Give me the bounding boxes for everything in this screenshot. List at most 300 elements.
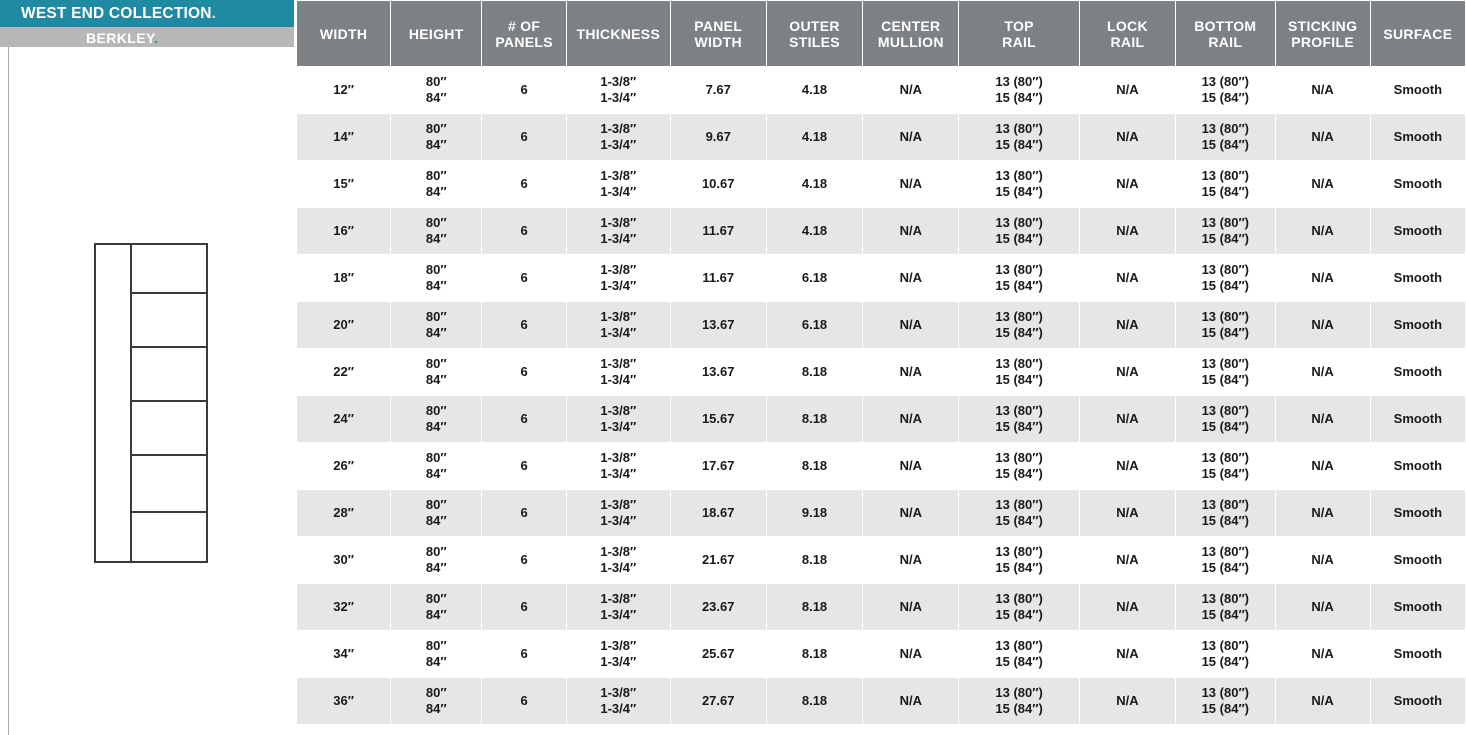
cell-value: N/A bbox=[1311, 223, 1334, 238]
cell-value: 13 (80″) bbox=[1201, 591, 1249, 606]
column-header-surface bbox=[1371, 1, 1465, 66]
cell-value: 15 (84″) bbox=[995, 560, 1043, 575]
cell-value: 1-3/8″ bbox=[600, 262, 637, 277]
cell-bottom-rail bbox=[1176, 161, 1274, 207]
cell-top-rail bbox=[959, 161, 1078, 207]
cell-value: 4.18 bbox=[801, 82, 828, 97]
cell-value: Smooth bbox=[1393, 599, 1443, 614]
table-row bbox=[297, 67, 1465, 113]
cell-value: 1-3/4″ bbox=[600, 184, 637, 199]
cell-value: 15 (84″) bbox=[995, 513, 1043, 528]
cell-value: 15 (84″) bbox=[995, 466, 1043, 481]
cell-value: 1-3/8″ bbox=[600, 168, 637, 183]
cell-value: N/A bbox=[899, 317, 922, 332]
cell-top-rail bbox=[959, 631, 1078, 677]
cell-value: 6 bbox=[520, 317, 528, 332]
cell-surface bbox=[1371, 67, 1465, 113]
cell-value: 13 (80″) bbox=[995, 544, 1043, 559]
cell-width bbox=[297, 396, 390, 442]
cell-value: 1-3/8″ bbox=[600, 591, 637, 606]
cell-top-rail bbox=[959, 537, 1078, 583]
cell-value: 84″ bbox=[425, 278, 447, 293]
cell-width bbox=[297, 443, 390, 489]
cell-outer-stiles bbox=[767, 208, 862, 254]
cell-value: N/A bbox=[1116, 552, 1139, 567]
cell-value: 8.18 bbox=[801, 458, 828, 473]
column-header-label: STICKING bbox=[1287, 17, 1358, 34]
cell-center-mullion bbox=[863, 114, 958, 160]
cell-center-mullion bbox=[863, 255, 958, 301]
cell-value: 13 (80″) bbox=[995, 450, 1043, 465]
cell-value: 6 bbox=[520, 176, 528, 191]
column-header-num-of-panels bbox=[482, 1, 566, 66]
table-row bbox=[297, 349, 1465, 395]
column-header-label: RAIL bbox=[1110, 33, 1145, 50]
column-header-label: MULLION bbox=[877, 33, 944, 50]
cell-value: 6 bbox=[520, 693, 528, 708]
cell-lock-rail bbox=[1080, 255, 1175, 301]
cell-panel-width bbox=[671, 349, 766, 395]
cell-value: 15.67 bbox=[701, 411, 735, 426]
cell-height bbox=[391, 302, 481, 348]
cell-value: 15 (84″) bbox=[1201, 607, 1249, 622]
collection-title-bar bbox=[0, 0, 294, 27]
cell-value: N/A bbox=[899, 270, 922, 285]
cell-height bbox=[391, 537, 481, 583]
collection-title: WEST END COLLECTION. bbox=[21, 5, 217, 22]
cell-value: 13 (80″) bbox=[995, 309, 1043, 324]
cell-value: N/A bbox=[1311, 458, 1334, 473]
cell-num-of-panels bbox=[482, 114, 566, 160]
cell-value: 11.67 bbox=[702, 223, 735, 238]
cell-value: 15 (84″) bbox=[1201, 325, 1249, 340]
cell-lock-rail bbox=[1080, 114, 1175, 160]
cell-value: Smooth bbox=[1393, 364, 1443, 379]
cell-value: N/A bbox=[1116, 317, 1139, 332]
cell-panel-width bbox=[671, 631, 766, 677]
cell-value: 84″ bbox=[425, 90, 447, 105]
cell-value: 84″ bbox=[425, 560, 447, 575]
cell-outer-stiles bbox=[767, 67, 862, 113]
cell-lock-rail bbox=[1080, 678, 1175, 724]
cell-thickness bbox=[567, 443, 670, 489]
cell-lock-rail bbox=[1080, 443, 1175, 489]
cell-surface bbox=[1371, 396, 1465, 442]
cell-panel-width bbox=[671, 302, 766, 348]
cell-lock-rail bbox=[1080, 349, 1175, 395]
column-header-lock-rail bbox=[1080, 1, 1175, 66]
cell-value: N/A bbox=[899, 364, 922, 379]
cell-panel-width bbox=[671, 443, 766, 489]
cell-panel-width bbox=[671, 490, 766, 536]
cell-value: N/A bbox=[1311, 646, 1334, 661]
cell-value: 25.67 bbox=[701, 646, 735, 661]
cell-num-of-panels bbox=[482, 631, 566, 677]
cell-value: N/A bbox=[1311, 129, 1334, 144]
cell-value: N/A bbox=[1311, 599, 1334, 614]
cell-bottom-rail bbox=[1176, 302, 1274, 348]
cell-value: 15 (84″) bbox=[995, 419, 1043, 434]
cell-value: 84″ bbox=[425, 184, 447, 199]
cell-value: N/A bbox=[899, 223, 922, 238]
cell-lock-rail bbox=[1080, 490, 1175, 536]
cell-value: Smooth bbox=[1393, 552, 1443, 567]
cell-value: 1-3/8″ bbox=[600, 638, 637, 653]
cell-value: 13.67 bbox=[701, 317, 735, 332]
table-row bbox=[297, 631, 1465, 677]
cell-value: 13 (80″) bbox=[995, 685, 1043, 700]
cell-value: 15 (84″) bbox=[995, 231, 1043, 246]
cell-value: 13 (80″) bbox=[995, 497, 1043, 512]
cell-outer-stiles bbox=[767, 584, 862, 630]
cell-value: 1-3/8″ bbox=[600, 356, 637, 371]
cell-top-rail bbox=[959, 443, 1078, 489]
cell-value: 1-3/4″ bbox=[600, 654, 637, 669]
cell-value: 13 (80″) bbox=[1201, 544, 1249, 559]
cell-center-mullion bbox=[863, 208, 958, 254]
cell-value: 1-3/4″ bbox=[600, 419, 637, 434]
cell-value: 84″ bbox=[425, 231, 447, 246]
cell-panel-width bbox=[671, 255, 766, 301]
cell-value: 6 bbox=[520, 82, 528, 97]
cell-panel-width bbox=[671, 208, 766, 254]
cell-value: Smooth bbox=[1393, 505, 1443, 520]
table-row bbox=[297, 161, 1465, 207]
cell-value: 17.67 bbox=[701, 458, 735, 473]
cell-value: 8.18 bbox=[801, 693, 828, 708]
cell-value: 15 (84″) bbox=[995, 278, 1043, 293]
column-header-label: # OF bbox=[507, 17, 541, 34]
cell-thickness bbox=[567, 537, 670, 583]
cell-center-mullion bbox=[863, 396, 958, 442]
column-header-center-mullion bbox=[863, 1, 958, 66]
cell-value: 84″ bbox=[425, 654, 447, 669]
cell-value: 15 (84″) bbox=[995, 137, 1043, 152]
cell-value: 15 (84″) bbox=[1201, 372, 1249, 387]
column-header-height bbox=[391, 1, 481, 66]
cell-center-mullion bbox=[863, 678, 958, 724]
cell-value: N/A bbox=[1116, 411, 1139, 426]
cell-value: 9.18 bbox=[801, 505, 828, 520]
cell-value: 1-3/4″ bbox=[600, 607, 637, 622]
cell-value: 15 (84″) bbox=[1201, 560, 1249, 575]
cell-sticking-profile bbox=[1276, 631, 1370, 677]
cell-center-mullion bbox=[863, 161, 958, 207]
cell-top-rail bbox=[959, 208, 1078, 254]
cell-surface bbox=[1371, 537, 1465, 583]
cell-value: 80″ bbox=[425, 356, 447, 371]
cell-surface bbox=[1371, 302, 1465, 348]
cell-width bbox=[297, 678, 390, 724]
cell-sticking-profile bbox=[1276, 349, 1370, 395]
door-spec-table bbox=[296, 0, 1466, 725]
cell-height bbox=[391, 631, 481, 677]
cell-value: 13 (80″) bbox=[1201, 450, 1249, 465]
cell-value: N/A bbox=[899, 599, 922, 614]
cell-value: 15 (84″) bbox=[995, 372, 1043, 387]
cell-value: N/A bbox=[899, 82, 922, 97]
column-header-width bbox=[297, 1, 390, 66]
cell-thickness bbox=[567, 255, 670, 301]
cell-value: 1-3/4″ bbox=[600, 701, 637, 716]
cell-value: N/A bbox=[1311, 552, 1334, 567]
cell-value: 8.18 bbox=[801, 552, 828, 567]
cell-value: N/A bbox=[899, 552, 922, 567]
cell-outer-stiles bbox=[767, 255, 862, 301]
cell-value: 1-3/8″ bbox=[600, 497, 637, 512]
cell-num-of-panels bbox=[482, 678, 566, 724]
cell-value: 15 (84″) bbox=[995, 325, 1043, 340]
table-row bbox=[297, 490, 1465, 536]
cell-panel-width bbox=[671, 114, 766, 160]
cell-value: 6 bbox=[520, 599, 528, 614]
column-header-label: PANEL bbox=[694, 17, 743, 34]
cell-panel-width bbox=[671, 678, 766, 724]
column-header-label: BOTTOM bbox=[1194, 17, 1257, 34]
cell-value: N/A bbox=[1311, 693, 1334, 708]
column-header-sticking-profile bbox=[1276, 1, 1370, 66]
cell-lock-rail bbox=[1080, 584, 1175, 630]
cell-bottom-rail bbox=[1176, 631, 1274, 677]
column-header-label: HEIGHT bbox=[408, 25, 464, 42]
cell-value: 80″ bbox=[425, 450, 447, 465]
cell-value: N/A bbox=[1311, 82, 1334, 97]
cell-lock-rail bbox=[1080, 208, 1175, 254]
cell-bottom-rail bbox=[1176, 396, 1274, 442]
cell-width bbox=[297, 67, 390, 113]
cell-value: 24″ bbox=[333, 411, 354, 426]
column-header-top-rail bbox=[959, 1, 1078, 66]
cell-width bbox=[297, 490, 390, 536]
cell-value: N/A bbox=[1311, 411, 1334, 426]
cell-value: 27.67 bbox=[701, 693, 735, 708]
cell-value: 1-3/8″ bbox=[600, 544, 637, 559]
cell-value: 34″ bbox=[333, 646, 354, 661]
cell-top-rail bbox=[959, 396, 1078, 442]
cell-center-mullion bbox=[863, 443, 958, 489]
cell-outer-stiles bbox=[767, 631, 862, 677]
cell-value: 13 (80″) bbox=[995, 356, 1043, 371]
cell-thickness bbox=[567, 490, 670, 536]
cell-lock-rail bbox=[1080, 302, 1175, 348]
cell-width bbox=[297, 208, 390, 254]
table-row bbox=[297, 114, 1465, 160]
cell-height bbox=[391, 584, 481, 630]
product-panel bbox=[0, 0, 294, 735]
cell-thickness bbox=[567, 208, 670, 254]
cell-value: 13.67 bbox=[701, 364, 735, 379]
cell-center-mullion bbox=[863, 631, 958, 677]
cell-value: 9.67 bbox=[705, 129, 731, 144]
cell-value: 8.18 bbox=[801, 599, 828, 614]
cell-num-of-panels bbox=[482, 584, 566, 630]
table-body bbox=[297, 67, 1465, 724]
cell-thickness bbox=[567, 67, 670, 113]
six-panel-door-icon bbox=[94, 243, 208, 563]
cell-surface bbox=[1371, 490, 1465, 536]
cell-value: 15 (84″) bbox=[995, 607, 1043, 622]
cell-value: 1-3/4″ bbox=[600, 90, 637, 105]
cell-value: N/A bbox=[1116, 223, 1139, 238]
cell-panel-width bbox=[671, 161, 766, 207]
cell-sticking-profile bbox=[1276, 584, 1370, 630]
cell-num-of-panels bbox=[482, 396, 566, 442]
cell-value: N/A bbox=[899, 176, 922, 191]
cell-outer-stiles bbox=[767, 161, 862, 207]
cell-width bbox=[297, 255, 390, 301]
cell-value: 4.18 bbox=[801, 129, 828, 144]
cell-value: Smooth bbox=[1393, 411, 1443, 426]
cell-width bbox=[297, 302, 390, 348]
cell-value: N/A bbox=[1311, 364, 1334, 379]
cell-value: 84″ bbox=[425, 372, 447, 387]
cell-value: 80″ bbox=[425, 168, 447, 183]
cell-value: 18″ bbox=[333, 270, 354, 285]
cell-value: N/A bbox=[1116, 505, 1139, 520]
cell-center-mullion bbox=[863, 584, 958, 630]
cell-num-of-panels bbox=[482, 490, 566, 536]
cell-value: 1-3/8″ bbox=[600, 215, 637, 230]
cell-value: 13 (80″) bbox=[995, 215, 1043, 230]
cell-value: 13 (80″) bbox=[1201, 403, 1249, 418]
cell-value: 20″ bbox=[333, 317, 354, 332]
cell-value: 6 bbox=[520, 458, 528, 473]
cell-value: 7.67 bbox=[705, 82, 731, 97]
cell-bottom-rail bbox=[1176, 208, 1274, 254]
cell-value: 13 (80″) bbox=[1201, 121, 1249, 136]
cell-value: Smooth bbox=[1393, 176, 1443, 191]
cell-value: Smooth bbox=[1393, 223, 1443, 238]
cell-top-rail bbox=[959, 114, 1078, 160]
cell-value: 4.18 bbox=[801, 223, 828, 238]
cell-bottom-rail bbox=[1176, 255, 1274, 301]
cell-value: 6 bbox=[520, 505, 528, 520]
cell-value: N/A bbox=[1116, 82, 1139, 97]
cell-surface bbox=[1371, 161, 1465, 207]
cell-height bbox=[391, 114, 481, 160]
cell-value: 15 (84″) bbox=[1201, 231, 1249, 246]
cell-sticking-profile bbox=[1276, 67, 1370, 113]
cell-value: 13 (80″) bbox=[995, 168, 1043, 183]
model-name: BERKLEY. bbox=[86, 30, 159, 46]
cell-value: N/A bbox=[1116, 364, 1139, 379]
cell-value: 13 (80″) bbox=[1201, 309, 1249, 324]
cell-value: 13 (80″) bbox=[1201, 168, 1249, 183]
column-header-label: WIDTH bbox=[319, 25, 368, 42]
cell-value: 6 bbox=[520, 552, 528, 567]
cell-thickness bbox=[567, 114, 670, 160]
cell-value: N/A bbox=[1311, 317, 1334, 332]
cell-bottom-rail bbox=[1176, 490, 1274, 536]
cell-lock-rail bbox=[1080, 67, 1175, 113]
column-header-label: SURFACE bbox=[1383, 25, 1453, 42]
cell-value: N/A bbox=[899, 411, 922, 426]
cell-value: 6 bbox=[520, 646, 528, 661]
cell-surface bbox=[1371, 255, 1465, 301]
cell-value: 14″ bbox=[333, 129, 354, 144]
cell-value: 80″ bbox=[425, 591, 447, 606]
cell-lock-rail bbox=[1080, 161, 1175, 207]
cell-value: 84″ bbox=[425, 466, 447, 481]
cell-value: 1-3/8″ bbox=[600, 309, 637, 324]
cell-value: 15 (84″) bbox=[1201, 184, 1249, 199]
cell-value: 1-3/8″ bbox=[600, 74, 637, 89]
cell-value: 4.18 bbox=[801, 176, 828, 191]
cell-panel-width bbox=[671, 396, 766, 442]
cell-thickness bbox=[567, 631, 670, 677]
cell-top-rail bbox=[959, 255, 1078, 301]
cell-height bbox=[391, 678, 481, 724]
cell-height bbox=[391, 490, 481, 536]
cell-bottom-rail bbox=[1176, 537, 1274, 583]
cell-value: 15 (84″) bbox=[1201, 701, 1249, 716]
cell-surface bbox=[1371, 114, 1465, 160]
cell-sticking-profile bbox=[1276, 114, 1370, 160]
cell-lock-rail bbox=[1080, 396, 1175, 442]
cell-bottom-rail bbox=[1176, 114, 1274, 160]
cell-value: 80″ bbox=[425, 215, 447, 230]
cell-surface bbox=[1371, 631, 1465, 677]
table-row bbox=[297, 255, 1465, 301]
cell-bottom-rail bbox=[1176, 67, 1274, 113]
cell-top-rail bbox=[959, 584, 1078, 630]
cell-value: 15 (84″) bbox=[1201, 513, 1249, 528]
cell-outer-stiles bbox=[767, 490, 862, 536]
cell-value: 6.18 bbox=[801, 270, 828, 285]
cell-value: Smooth bbox=[1393, 646, 1443, 661]
cell-width bbox=[297, 114, 390, 160]
cell-value: 13 (80″) bbox=[995, 121, 1043, 136]
cell-lock-rail bbox=[1080, 537, 1175, 583]
cell-thickness bbox=[567, 584, 670, 630]
column-header-label: RAIL bbox=[1208, 33, 1243, 50]
cell-value: 15 (84″) bbox=[1201, 466, 1249, 481]
cell-value: N/A bbox=[1116, 693, 1139, 708]
cell-outer-stiles bbox=[767, 396, 862, 442]
cell-height bbox=[391, 396, 481, 442]
column-header-label: RAIL bbox=[1002, 33, 1037, 50]
cell-value: N/A bbox=[899, 505, 922, 520]
cell-value: 84″ bbox=[425, 607, 447, 622]
cell-value: Smooth bbox=[1393, 129, 1443, 144]
cell-value: 80″ bbox=[425, 544, 447, 559]
table-row bbox=[297, 396, 1465, 442]
cell-value: 13 (80″) bbox=[1201, 356, 1249, 371]
cell-height bbox=[391, 67, 481, 113]
cell-outer-stiles bbox=[767, 537, 862, 583]
cell-surface bbox=[1371, 208, 1465, 254]
cell-value: 80″ bbox=[425, 403, 447, 418]
cell-sticking-profile bbox=[1276, 490, 1370, 536]
cell-value: 36″ bbox=[333, 693, 354, 708]
cell-num-of-panels bbox=[482, 302, 566, 348]
cell-center-mullion bbox=[863, 349, 958, 395]
cell-sticking-profile bbox=[1276, 678, 1370, 724]
cell-num-of-panels bbox=[482, 349, 566, 395]
cell-value: 13 (80″) bbox=[995, 403, 1043, 418]
cell-value: 26″ bbox=[333, 458, 354, 473]
cell-surface bbox=[1371, 349, 1465, 395]
cell-value: 80″ bbox=[425, 638, 447, 653]
cell-center-mullion bbox=[863, 302, 958, 348]
cell-panel-width bbox=[671, 67, 766, 113]
table-row bbox=[297, 443, 1465, 489]
cell-sticking-profile bbox=[1276, 255, 1370, 301]
cell-outer-stiles bbox=[767, 349, 862, 395]
cell-value: 18.67 bbox=[701, 505, 735, 520]
column-header-label: PROFILE bbox=[1291, 33, 1354, 50]
cell-num-of-panels bbox=[482, 67, 566, 113]
